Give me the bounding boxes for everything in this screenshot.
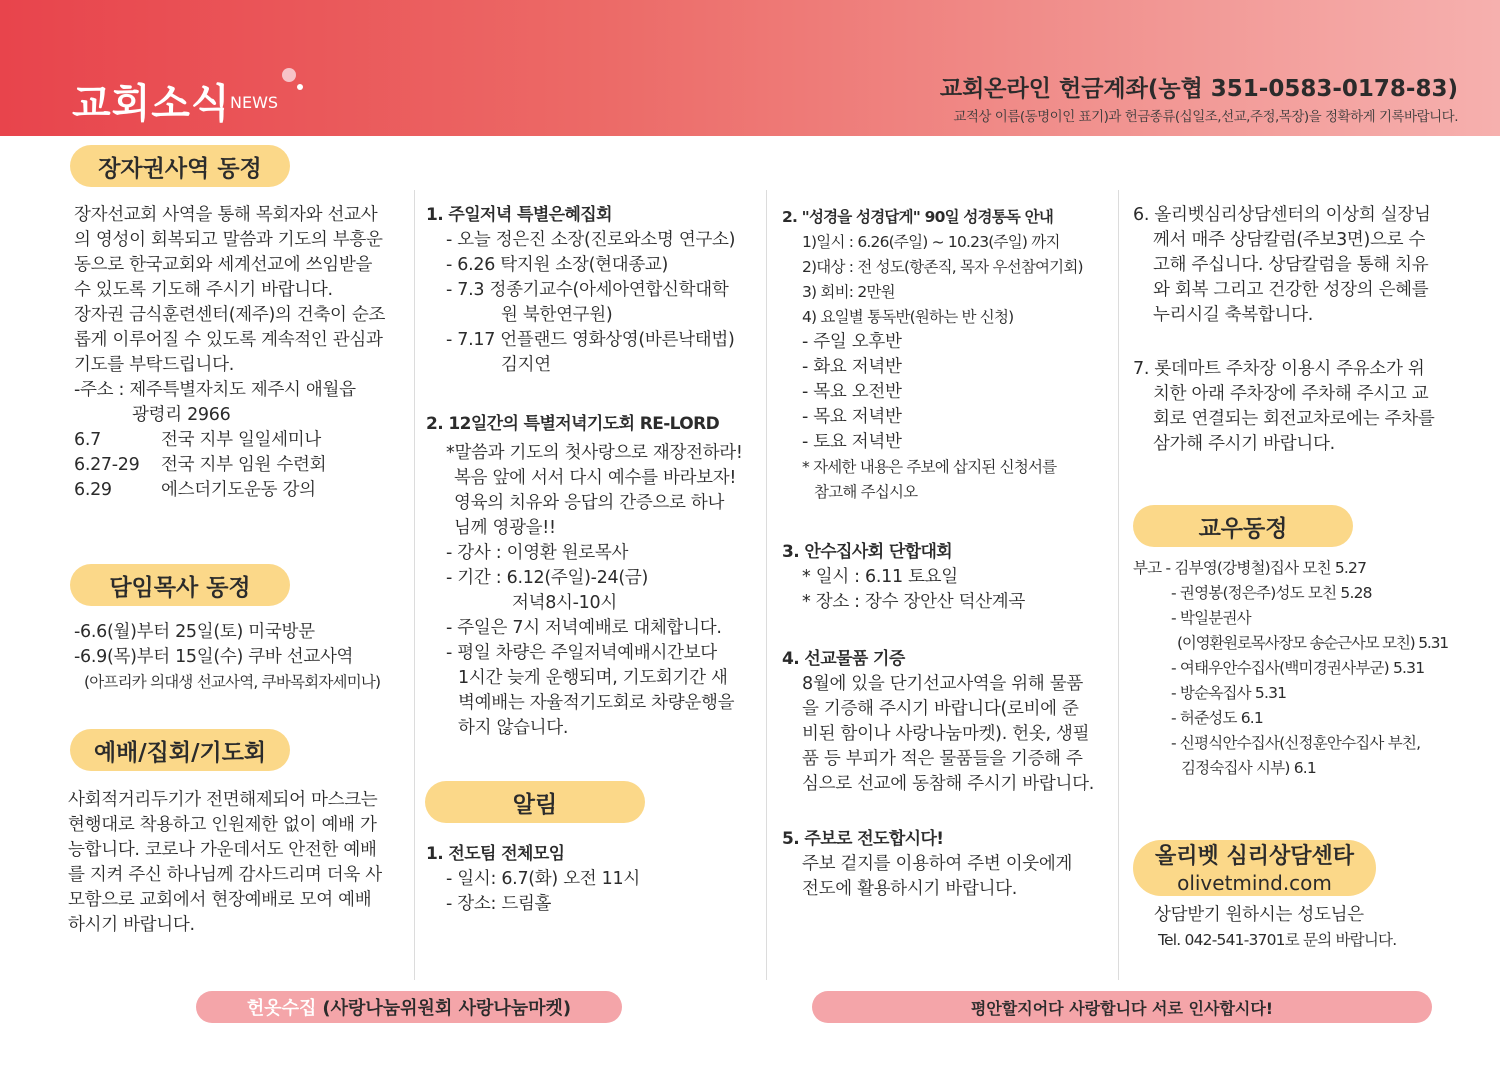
worship-section: [68, 788, 404, 938]
text-line: *말씀과 기도의 첫사랑으로 재장전하라!: [446, 443, 743, 463]
text-line: 삼가해 주시기 바랍니다.: [1153, 434, 1335, 454]
text-line: - 허준성도 6.1: [1171, 709, 1263, 727]
text-line: 품 등 부피가 적은 물품들을 기증해 주: [802, 749, 1083, 769]
evangelism-section: [782, 827, 1112, 902]
text-line: * 장소 : 장수 장안산 덕산계곡: [802, 592, 1026, 612]
counseling-center-name: 올리벳 심리상담센타: [1155, 844, 1354, 869]
deacon-event-section: [782, 540, 1112, 615]
text-line: - 화요 저녁반: [802, 357, 902, 377]
text-line: - 6.26 탁지원 소장(현대종교): [446, 255, 669, 275]
event-text: 에스더기도운동 강의: [161, 480, 316, 500]
section-title-jangjagwon: 장자권사역 동정: [70, 145, 290, 187]
text-line: 복음 앞에 서서 다시 예수를 바라보자!: [454, 468, 737, 488]
text-line: 비된 함이나 사랑나눔마켓). 헌옷, 생필: [802, 724, 1090, 744]
pastor-section: [74, 620, 404, 695]
text-line: 고해 주십니다. 상담칼럼을 통해 치유: [1153, 255, 1429, 275]
text-line: 동으로 한국교회와 세계선교에 쓰임받을: [74, 255, 373, 275]
text-line: 참고해 주십시오: [814, 483, 918, 501]
column-divider: [414, 190, 415, 980]
counseling-center-badge: [1133, 840, 1376, 896]
item-heading: 4. 선교물품 기증: [782, 649, 905, 669]
text-line: 3) 회비: 2만원: [802, 283, 895, 301]
text-line: -6.9(목)부터 15일(수) 쿠바 선교사역: [74, 647, 354, 667]
text-line: 하시기 바랍니다.: [68, 915, 195, 935]
text-line: - 7.3 정종기교수(아세아연합신학대학: [446, 280, 729, 300]
text-line: - 토요 저녁반: [802, 432, 902, 452]
text-line: - 강사 : 이영환 원로목사: [446, 543, 629, 563]
section-title-worship: 예배/집회/기도회: [70, 729, 290, 771]
text-line: - 일시: 6.7(화) 오전 11시: [446, 869, 640, 889]
text-line: 영육의 치유와 응답의 간증으로 하나: [454, 493, 725, 513]
column-divider: [1118, 190, 1119, 980]
text-line: 누리시길 축복합니다.: [1153, 305, 1313, 325]
event-date: 6.27-29: [74, 455, 140, 475]
text-line: 4) 요일별 통독반(원하는 반 신청): [802, 308, 1014, 326]
event-date: 6.7: [74, 430, 101, 450]
offering-account: 교회온라인 헌금계좌(농협 351-0583-0178-83): [939, 76, 1458, 102]
text-line: -6.6(월)부터 25일(토) 미국방문: [74, 622, 315, 642]
text-line: - 목요 오전반: [802, 382, 902, 402]
section-title-pastor: 담임목사 동정: [70, 564, 290, 606]
mission-donation-section: [782, 647, 1112, 797]
text-line: - 여태우안수집사(백미경권사부군) 5.31: [1171, 659, 1425, 677]
text-line: 회로 연결되는 회전교차로에는 주차를: [1153, 409, 1435, 429]
text-line: 을 기증해 주시기 바랍니다(로비에 준: [802, 699, 1079, 719]
event-text: 전국 지부 일일세미나: [161, 430, 321, 450]
text-line: 수 있도록 기도해 주시기 바랍니다.: [74, 280, 333, 300]
text-line: - 방순옥집사 5.31: [1171, 684, 1287, 702]
members-news-section: [1133, 556, 1483, 781]
offering-note: 교적상 이름(동명이인 표기)과 헌금종류(십일조,선교,주정,목장)을 정확하게 기록바랍니다.: [953, 109, 1458, 125]
text-line: - 박일분권사: [1171, 609, 1251, 627]
text-line: 사회적거리두기가 전면해제되어 마스크는: [68, 790, 378, 810]
address-line: 광령리 2966: [132, 405, 231, 425]
text-line: 께서 매주 상담칼럼(주보3면)으로 수: [1153, 230, 1426, 250]
text-line: 7. 롯데마트 주차장 이용시 주유소가 위: [1133, 359, 1425, 379]
text-line: - 주일은 7시 저녁예배로 대체합니다.: [446, 618, 722, 638]
text-line: - 신평식안수집사(신정훈안수집사 부친,: [1171, 734, 1421, 752]
text-line: 2)대상 : 전 성도(항존직, 목자 우선참여기회): [802, 258, 1083, 276]
special-meetings-section: [426, 203, 756, 378]
counseling-center-url[interactable]: olivetmind.com: [1177, 871, 1332, 895]
item-heading: 2. "성경을 성경답게" 90일 성경통독 안내: [782, 208, 1053, 226]
text-line: 롭게 이루어질 수 있도록 계속적인 관심과: [74, 330, 383, 350]
text-line: - 7.17 언플랜드 영화상영(바른낙태법): [446, 330, 735, 350]
decor-dot-small-icon: [297, 84, 303, 90]
text-line: 부고 - 김부영(강병철)집사 모친 5.27: [1133, 559, 1367, 577]
contact-phone: Tel. 042-541-3701로 문의 바랍니다.: [1158, 931, 1397, 949]
footer-accent-label: 헌옷수집: [246, 998, 317, 1019]
text-line: 장자권 금식훈련센터(제주)의 건축이 순조: [74, 305, 386, 325]
text-line: 와 회복 그리고 건강한 성장의 은혜를: [1153, 280, 1429, 300]
page-title: 교회소식: [72, 81, 231, 127]
notice-section: [426, 842, 756, 917]
text-line: - 오늘 정은진 소장(진로와소명 연구소): [446, 230, 736, 250]
decor-dot-icon: [282, 68, 296, 82]
item-heading: 1. 주일저녁 특별은혜집회: [426, 205, 612, 225]
address-line: -주소 : 제주특별자치도 제주시 애월읍: [74, 380, 356, 400]
text-line: - 주일 오후반: [802, 332, 902, 352]
footer-clothing-drive: [196, 991, 622, 1023]
footer-greeting: 평안할지어다 사랑합니다 서로 인사합시다!: [812, 991, 1432, 1023]
text-line: 원 북한연구원): [501, 305, 613, 325]
event-row: [74, 478, 404, 503]
text-line: 하지 않습니다.: [458, 718, 569, 738]
column-divider: [766, 190, 767, 980]
item-heading: 5. 주보로 전도합시다!: [782, 829, 944, 849]
text-line: 능합니다. 코로나 가운데서도 안전한 예배: [68, 840, 377, 860]
text-line: 김정숙집사 시부) 6.1: [1181, 759, 1316, 777]
text-line: - 권영봉(정은주)성도 모친 5.28: [1171, 584, 1372, 602]
text-line: 의 영성이 회복되고 말씀과 기도의 부흥운: [74, 230, 383, 250]
section-title-members: 교우동정: [1133, 505, 1353, 547]
text-line: 김지연: [501, 355, 551, 375]
text-line: 심으로 선교에 동참해 주시기 바랍니다.: [802, 774, 1094, 794]
item-heading: 3. 안수집사회 단합대회: [782, 542, 953, 562]
text-line: * 자세한 내용은 주보에 삽지된 신청서를: [802, 458, 1057, 476]
text-line: 저녁8시-10시: [512, 593, 617, 613]
text-line: 장자선교회 사역을 통해 목회자와 선교사: [74, 205, 378, 225]
event-text: 전국 지부 임원 수련회: [161, 455, 327, 475]
jangjagwon-section: [74, 203, 404, 503]
text-line: 1시간 늦게 운행되며, 기도회기간 새: [458, 668, 728, 688]
text-line: - 장소: 드림홀: [446, 894, 552, 914]
prayer-meeting-section: [426, 412, 756, 741]
counseling-column-section: [1133, 203, 1473, 328]
text-line: - 목요 저녁반: [802, 407, 902, 427]
text-line: 8월에 있을 단기선교사역을 위해 물품: [802, 674, 1083, 694]
text-line: 벽예배는 자율적기도회로 차량운행을: [458, 693, 735, 713]
counseling-contact: [1154, 903, 1484, 953]
section-title-notice: 알림: [425, 781, 645, 823]
text-line: 치한 아래 주차장에 주차해 주시고 교: [1153, 384, 1429, 404]
text-line: 기도를 부탁드립니다.: [74, 355, 234, 375]
text-line: * 일시 : 6.11 토요일: [802, 567, 958, 587]
text-line: 현행대로 착용하고 인원제한 없이 예배 가: [68, 815, 377, 835]
text-line: 를 지켜 주신 하나님께 감사드리며 더욱 사: [68, 865, 382, 885]
text-line: 주보 겉지를 이용하여 주변 이웃에게: [802, 854, 1073, 874]
text-line: - 평일 차량은 주일저녁예배시간보다: [446, 643, 717, 663]
item-heading: 1. 전도팀 전체모임: [426, 844, 565, 864]
text-line: 상담받기 원하시는 성도님은: [1154, 905, 1364, 925]
text-line: (아프리카 의대생 선교사역, 쿠바목회자세미나): [84, 673, 381, 691]
text-line: 님께 영광을!!: [454, 518, 556, 538]
parking-section: [1133, 357, 1473, 457]
header-banner: [0, 0, 1500, 136]
text-line: (이영환원로목사장모 송순근사모 모친) 5.31: [1177, 634, 1448, 652]
page-subtitle: NEWS: [230, 93, 279, 112]
event-date: 6.29: [74, 480, 112, 500]
event-row: [74, 453, 404, 478]
text-line: 전도에 활용하시기 바랍니다.: [802, 879, 1018, 899]
bible-reading-section: [782, 205, 1112, 505]
text-line: 1)일시 : 6.26(주일) ~ 10.23(주일) 까지: [802, 233, 1060, 251]
item-heading: 2. 12일간의 특별저녁기도회 RE-LORD: [426, 414, 720, 434]
event-row: [74, 428, 404, 453]
text-line: - 기간 : 6.12(주일)-24(금): [446, 568, 648, 588]
text-line: 6. 올리벳심리상담센터의 이상희 실장님: [1133, 205, 1431, 225]
footer-label: (사랑나눔위원회 사랑나눔마켓): [322, 998, 572, 1019]
text-line: 모함으로 교회에서 현장예배로 모여 예배: [68, 890, 372, 910]
